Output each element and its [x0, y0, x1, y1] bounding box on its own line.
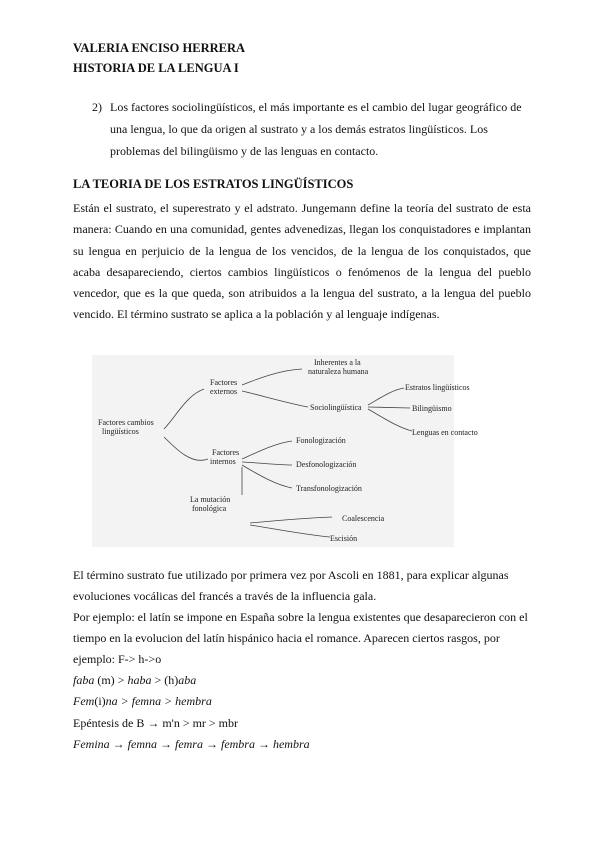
- word-haba: haba: [127, 673, 152, 687]
- node-internos-line1: Factores: [212, 448, 240, 457]
- paragraph-ascoli-line1: El término sustrato fue utilizado por primera vez por Ascoli en 1881, para explicar algunas evoluciones vocálicas del francés a través de la influencia gala.: [73, 568, 509, 603]
- example-faba: [73, 670, 310, 691]
- node-internos-line2: internos: [210, 457, 236, 466]
- word-fem: Fem: [73, 694, 95, 709]
- node-externos-line1: Factores: [210, 378, 238, 387]
- node-fonologizacion: Fonologización: [296, 436, 346, 445]
- node-root-line2: lingüísticos: [102, 427, 139, 436]
- evolution-chain: Femina → femna → femra → fembra → hembra: [73, 736, 310, 751]
- section-title: LA TEORIA DE LOS ESTRATOS LINGÜÍSTICOS: [73, 177, 354, 191]
- node-desfonologizacion: Desfonologización: [296, 460, 357, 469]
- node-externos-line2: externos: [210, 387, 238, 396]
- node-lenguas-contacto: Lenguas en contacto: [412, 428, 478, 437]
- paragraph-sustrato: Están el sustrato, el superestrato y el adstrato. Jungemann define la teoría del sustrato de esta manera: Cuando en una comunidad, gentes advenedizas, llegan los conquistadores e implantan su lengua en perjuicio de la lengua de los vencidos, de la lengua de los conquistados, que acaba desapareciendo, ciertos cambios lingüísticos o fenómenos de la lengua del pueblo vencedor, que es la que queda, son atribuidos a la lengua del sustrato, a la lengua del pueblo vencido. El término sustrato se aplica a la población y al lenguaje indígenas.: [73, 201, 531, 322]
- example-epentesis: Epéntesis de B → m'n > mr > mbr: [73, 715, 239, 730]
- factors-diagram: [92, 355, 478, 547]
- author-name: VALERIA ENCISO HERRERA: [73, 41, 246, 55]
- paragraph-ascoli-line2: Por ejemplo: el latín se impone en España sobre la lengua existentes que desaparecieron con el tiempo en la evolucion del latín hispánico hacia el romance. Aparecen ciertos rasgos, por ejemplo: F-> h->o: [73, 610, 528, 666]
- node-mutacion-line2: fonológica: [192, 504, 227, 513]
- document-header: [73, 38, 245, 78]
- node-bilinguismo: Bilingüismo: [412, 404, 452, 413]
- node-inherentes-line2: naturaleza humana: [308, 367, 369, 376]
- word-aba: aba: [178, 673, 197, 687]
- diagram-svg: [92, 355, 478, 547]
- node-coalescencia: Coalescencia: [342, 514, 385, 523]
- node-inherentes-line1: Inherentes a la: [314, 358, 361, 367]
- course-title: HISTORIA DE LA LENGUA I: [73, 61, 239, 75]
- node-root-line1: Factores cambios: [98, 418, 154, 427]
- ex1-gt: > (h): [151, 673, 179, 687]
- examples-block: [73, 670, 310, 755]
- node-estratos: Estratos lingüísticos: [405, 383, 470, 392]
- paragraph-ascoli: [73, 565, 535, 670]
- word-faba: faba: [73, 673, 95, 687]
- word-femna-hembra: na > femna > hembra: [105, 694, 212, 709]
- example-evolution: [73, 734, 310, 755]
- ex2-i: (i): [94, 694, 106, 709]
- ex1-m: (m) >: [94, 673, 128, 687]
- example-femina: [73, 691, 310, 712]
- item-number: 2): [92, 100, 102, 114]
- node-sociolinguistica: Sociolingüística: [310, 403, 362, 412]
- node-escision: Escisión: [330, 534, 358, 543]
- node-mutacion-line1: La mutación: [190, 495, 231, 504]
- node-transfonologizacion: Transfonologización: [296, 484, 362, 493]
- item-text: Los factores sociolingüísticos, el más importante es el cambio del lugar geográfico de una lengua, lo que da origen al sustrato y a los demás estratos lingüísticos. Los problemas del bilingüismo y de las lenguas en contacto.: [110, 100, 522, 158]
